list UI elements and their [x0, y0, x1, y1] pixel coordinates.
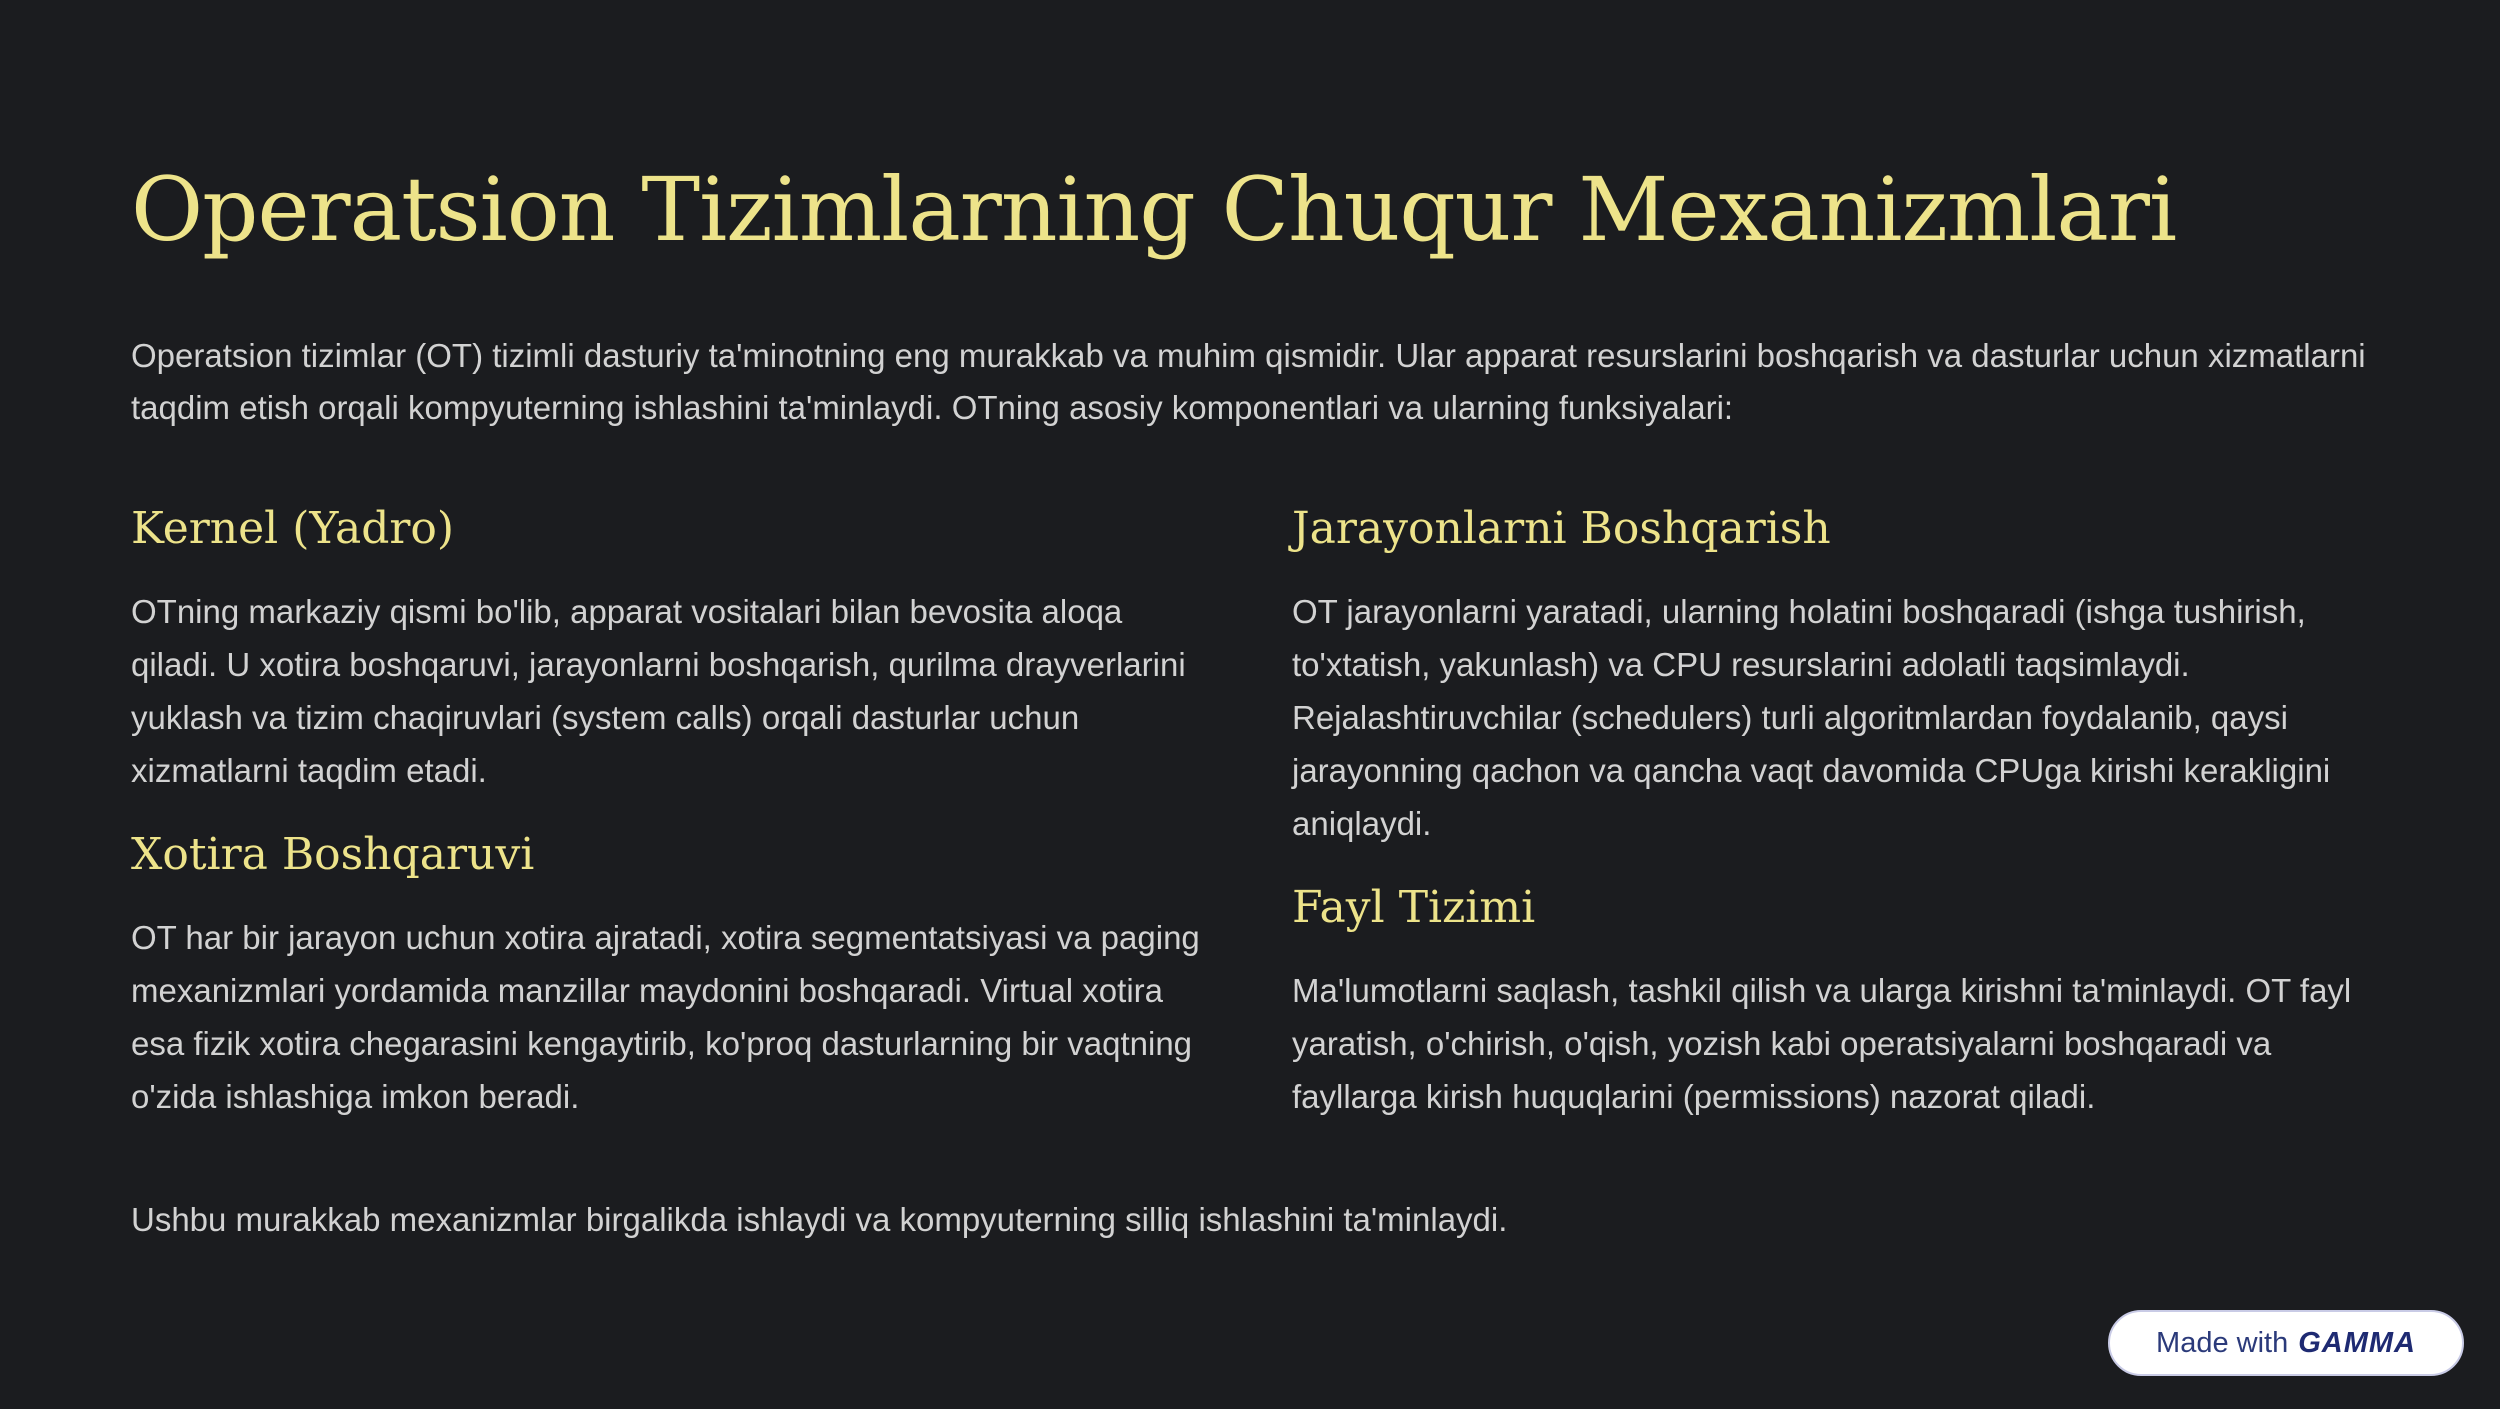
closing-paragraph: Ushbu murakkab mexanizmlar birgalikda ishlaydi va kompyuterning silliq ishlashini ta'minlaydi. — [131, 1201, 1508, 1238]
right-column — [1292, 495, 2372, 1123]
badge-prefix: Made with — [2156, 1326, 2289, 1359]
section-memory-management — [131, 821, 1211, 1123]
left-column — [131, 495, 1211, 1123]
made-with-gamma-badge[interactable] — [2108, 1310, 2464, 1376]
section-heading: Fayl Tizimi — [1292, 882, 1536, 933]
section-kernel — [131, 495, 1211, 797]
intro-paragraph: Operatsion tizimlar (OT) tizimli dasturiy ta'minotning eng murakkab va muhim qismidir. Ular apparat resurslarini boshqarish va dasturlar uchun xizmatlarni taqdim etish orqali kompyuterning ishlashini ta'minlaydi. OTning asosiy komponentlari va ularning funksiyalari: — [131, 337, 2366, 426]
gamma-logo: GAMMA — [2298, 1326, 2416, 1359]
section-body: OT jarayonlarni yaratadi, ularning holatini boshqaradi (ishga tushirish, to'xtatish, yakunlash) va CPU resurslarini adolatli taqsimlaydi. Rejalashtiruvchilar (schedulers) turli algoritmlardan foydalanib, qaysi jarayonning qachon va qancha vaqt davomida CPUga kirishi kerakligini aniqlaydi. — [1292, 593, 2331, 842]
section-heading: Xotira Boshqaruvi — [131, 829, 535, 880]
section-body: OTning markaziy qismi bo'lib, apparat vositalari bilan bevosita aloqa qiladi. U xotira boshqaruvi, jarayonlarni boshqarish, qurilma drayverlarini yuklash va tizim chaqiruvlari (system calls) orqali dasturlar uchun xizmatlarni taqdim etadi. — [131, 593, 1186, 789]
section-body: OT har bir jarayon uchun xotira ajratadi, xotira segmentatsiyasi va paging mexanizmlari yordamida manzillar maydonini boshqaradi. Virtual xotira esa fizik xotira chegarasini kengaytirib, ko'proq dasturlarning bir vaqtning o'zida ishlashiga imkon beradi. — [131, 919, 1200, 1115]
section-file-system — [1292, 874, 2372, 1123]
section-process-management — [1292, 495, 2372, 850]
section-heading: Jarayonlarni Boshqarish — [1292, 503, 1831, 554]
section-body: Ma'lumotlarni saqlash, tashkil qilish va ularga kirishni ta'minlaydi. OT fayl yaratish, o'chirish, o'qish, yozish kabi operatsiyalarni boshqaradi va fayllarga kirish huquqlarini (permissions) nazorat qiladi. — [1292, 972, 2352, 1115]
slide-title: Operatsion Tizimlarning Chuqur Mexanizmlari — [131, 158, 2177, 261]
section-heading: Kernel (Yadro) — [131, 503, 455, 554]
